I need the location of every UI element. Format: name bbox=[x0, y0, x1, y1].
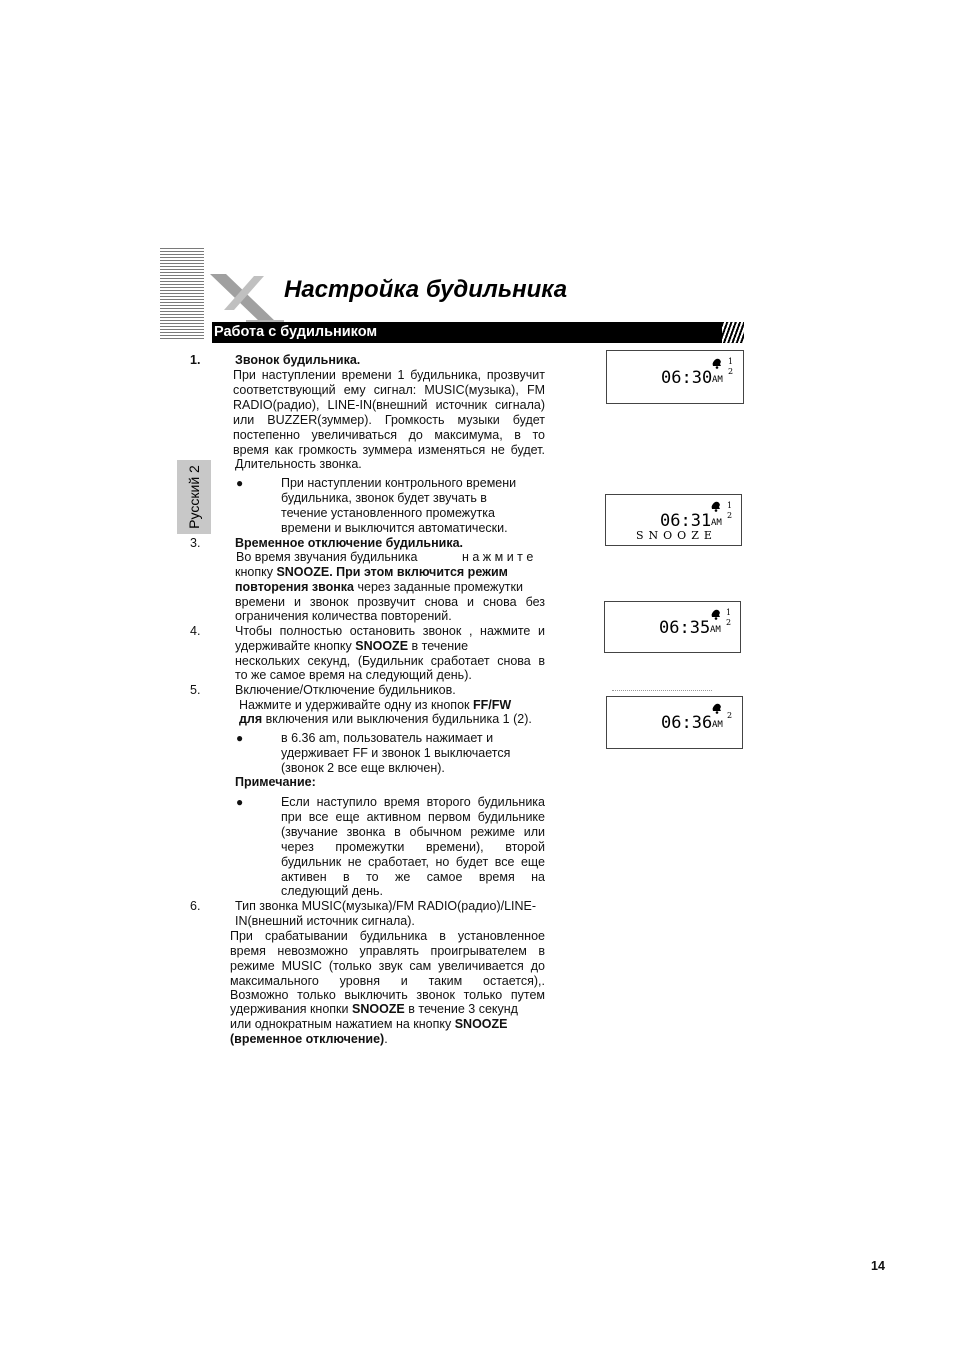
item3-line bbox=[235, 580, 523, 595]
section-bar-hatch bbox=[722, 322, 744, 343]
item1-bullet-line: будильника, звонок будет звучать в bbox=[281, 491, 487, 505]
item1-line: или BUZZER(зуммер). Громкость музыки будет bbox=[233, 413, 545, 427]
bullet-icon: ● bbox=[236, 795, 244, 809]
item1-line: постепенно увеличиваться до максимума, в то bbox=[233, 428, 545, 442]
lcd-time: 06:36 bbox=[661, 713, 713, 733]
alarm-indicator-1: 1 bbox=[727, 501, 733, 510]
item-number: 6. bbox=[190, 899, 201, 913]
item5-bold: FF/FW bbox=[472, 698, 512, 712]
item4-text: в течение bbox=[408, 639, 469, 653]
item1-bullet-line: времени и выключится автоматически. bbox=[281, 521, 508, 535]
language-side-tab bbox=[177, 460, 211, 534]
item1-bullet-line: течение установленного промежутка bbox=[281, 506, 495, 520]
page-number: 14 bbox=[871, 1259, 885, 1273]
item4-line bbox=[235, 639, 468, 654]
item6-line: IN(внешний источник сигнала). bbox=[235, 914, 415, 928]
item4-line: Чтобы полностью остановить звонок , нажмите и bbox=[235, 624, 545, 638]
note-line: через промежутки времени), второй bbox=[281, 840, 545, 854]
item1-line: Длительность звонка. bbox=[235, 457, 362, 471]
alarm-indicator-1: 1 bbox=[728, 357, 734, 366]
item5-text: включения или выключения будильника 1 (2). bbox=[262, 712, 532, 726]
alarm-indicator-2: 2 bbox=[727, 711, 733, 720]
bell-icon bbox=[710, 500, 722, 512]
item3-bold: повторения звонка bbox=[235, 580, 355, 594]
note-line: будильник не сработает, но будет все еще bbox=[281, 855, 545, 869]
item5-line: Включение/Отключение будильников. bbox=[235, 683, 456, 697]
item6-line: Тип звонка MUSIC(музыка)/FM RADIO(радио)/LINE- bbox=[235, 899, 537, 913]
item6-text: в течение 3 секунд bbox=[404, 1002, 518, 1016]
brand-x-logo-icon bbox=[206, 270, 286, 325]
item6-bold: (временное отключение) bbox=[230, 1032, 385, 1046]
item6-text: удерживания кнопки bbox=[230, 1002, 352, 1016]
item6-line: При срабатывании будильника в установленное bbox=[230, 929, 545, 943]
lcd-time: 06:30 bbox=[661, 368, 713, 388]
lcd-ampm: AM bbox=[711, 518, 722, 528]
item3-heading: Временное отключение будильника. bbox=[235, 536, 464, 550]
note-line: активен в то же самое время на bbox=[281, 870, 545, 884]
lcd-ampm: AM bbox=[710, 625, 721, 635]
item3-text: кнопку bbox=[235, 565, 277, 579]
item6-line: максимального уровня и таким остается),. bbox=[230, 974, 545, 988]
lcd-time: 06:31 bbox=[660, 511, 712, 531]
item5-bullet-line: (звонок 2 все еще включен). bbox=[281, 761, 445, 775]
item3-bold: SNOOZE. При этом включится режим bbox=[276, 565, 508, 579]
item6-bold: SNOOZE bbox=[454, 1017, 508, 1031]
item3-text: через заданные промежутки bbox=[354, 580, 523, 594]
item4-text: удерживайте кнопку bbox=[235, 639, 356, 653]
item3-line: Во время звучания будильника bbox=[236, 550, 418, 564]
lcd-snooze: SNOOZE bbox=[636, 529, 717, 542]
item-number: 1. bbox=[190, 353, 201, 367]
note-label: Примечание: bbox=[235, 775, 316, 789]
section-header-bar bbox=[212, 322, 726, 343]
bullet-icon: ● bbox=[236, 731, 244, 745]
item-number: 3. bbox=[190, 536, 201, 550]
item-number: 4. bbox=[190, 624, 201, 638]
item5-line bbox=[239, 712, 532, 727]
item5-bold: для bbox=[239, 712, 263, 726]
item4-bold: SNOOZE bbox=[355, 639, 409, 653]
item6-bold: SNOOZE bbox=[351, 1002, 405, 1016]
section-title: Работа с будильником bbox=[214, 324, 378, 340]
item5-bullet-line: удерживает FF и звонок 1 выключается bbox=[281, 746, 511, 760]
bell-icon bbox=[711, 357, 723, 369]
alarm-indicator-2: 2 bbox=[728, 367, 734, 376]
item4-line: то же самое время на следующий день). bbox=[235, 668, 472, 682]
item1-line: соответствующий ему сигнал: MUSIC(музыка), FM bbox=[233, 383, 545, 397]
item4-line: нескольких секунд, (Будильник сработает снова в bbox=[235, 654, 545, 668]
lcd-display-3 bbox=[604, 601, 741, 653]
item5-line bbox=[239, 698, 511, 713]
item6-line: режиме MUSIC (только звук сам увеличивается до bbox=[230, 959, 545, 973]
item6-line bbox=[230, 1017, 508, 1032]
item1-line: время как громкость зуммера изменяться не будет. bbox=[233, 443, 545, 457]
lcd-ampm: AM bbox=[712, 720, 723, 730]
bell-icon bbox=[711, 702, 723, 714]
lcd-display-4 bbox=[606, 696, 743, 749]
item6-line: время невозможно управлять проигрывателем в bbox=[230, 944, 545, 958]
item1-line: RADIO(радио), LINE-IN(внешний источник сигнала) bbox=[233, 398, 545, 412]
item6-line: Возможно только выключить звонок только путем bbox=[230, 988, 545, 1002]
item5-bullet-line: в 6.36 am, пользователь нажимает и bbox=[281, 731, 494, 745]
alarm-indicator-2: 2 bbox=[726, 618, 732, 627]
item3-line: н а ж м и т е bbox=[462, 550, 534, 564]
note-line: при все еще активном первом будильнике bbox=[281, 810, 545, 824]
lcd-display-1 bbox=[606, 350, 744, 404]
note-line: (звучание звонка в обычном режиме или bbox=[281, 825, 545, 839]
bullet-icon: ● bbox=[236, 476, 244, 490]
lcd-ampm: AM bbox=[712, 375, 723, 385]
lcd-display-2 bbox=[605, 494, 742, 546]
item1-bullet-line: При наступлении контрольного времени bbox=[281, 476, 517, 490]
alarm-indicator-2: 2 bbox=[727, 511, 733, 520]
item1-heading: Звонок будильника. bbox=[235, 353, 361, 367]
alarm-indicator-1: 1 bbox=[726, 608, 732, 617]
item3-line: ограничения количества повторений. bbox=[235, 609, 452, 623]
note-line: Если наступило время второго будильника bbox=[281, 795, 545, 809]
note-line: следующий день. bbox=[281, 884, 383, 898]
display-divider bbox=[612, 690, 712, 692]
bell-icon bbox=[710, 608, 722, 620]
item6-line bbox=[230, 1032, 388, 1047]
page-title: Настройка будильника bbox=[284, 276, 568, 303]
item5-text: Нажмите и удерживайте одну из кнопок bbox=[239, 698, 473, 712]
item3-line bbox=[235, 565, 508, 580]
item6-line bbox=[230, 1002, 518, 1017]
language-label: Русский 2 bbox=[186, 465, 202, 529]
item1-line: При наступлении времени 1 будильника, прозвучит bbox=[233, 368, 545, 382]
lcd-time: 06:35 bbox=[659, 618, 711, 638]
item6-text: или однократным нажатием на кнопку bbox=[230, 1017, 455, 1031]
item6-text: . bbox=[384, 1032, 388, 1046]
item-number: 5. bbox=[190, 683, 201, 697]
item3-line: времени и звонок прозвучит снова и снова без bbox=[235, 595, 545, 609]
header-stripes bbox=[160, 248, 204, 340]
